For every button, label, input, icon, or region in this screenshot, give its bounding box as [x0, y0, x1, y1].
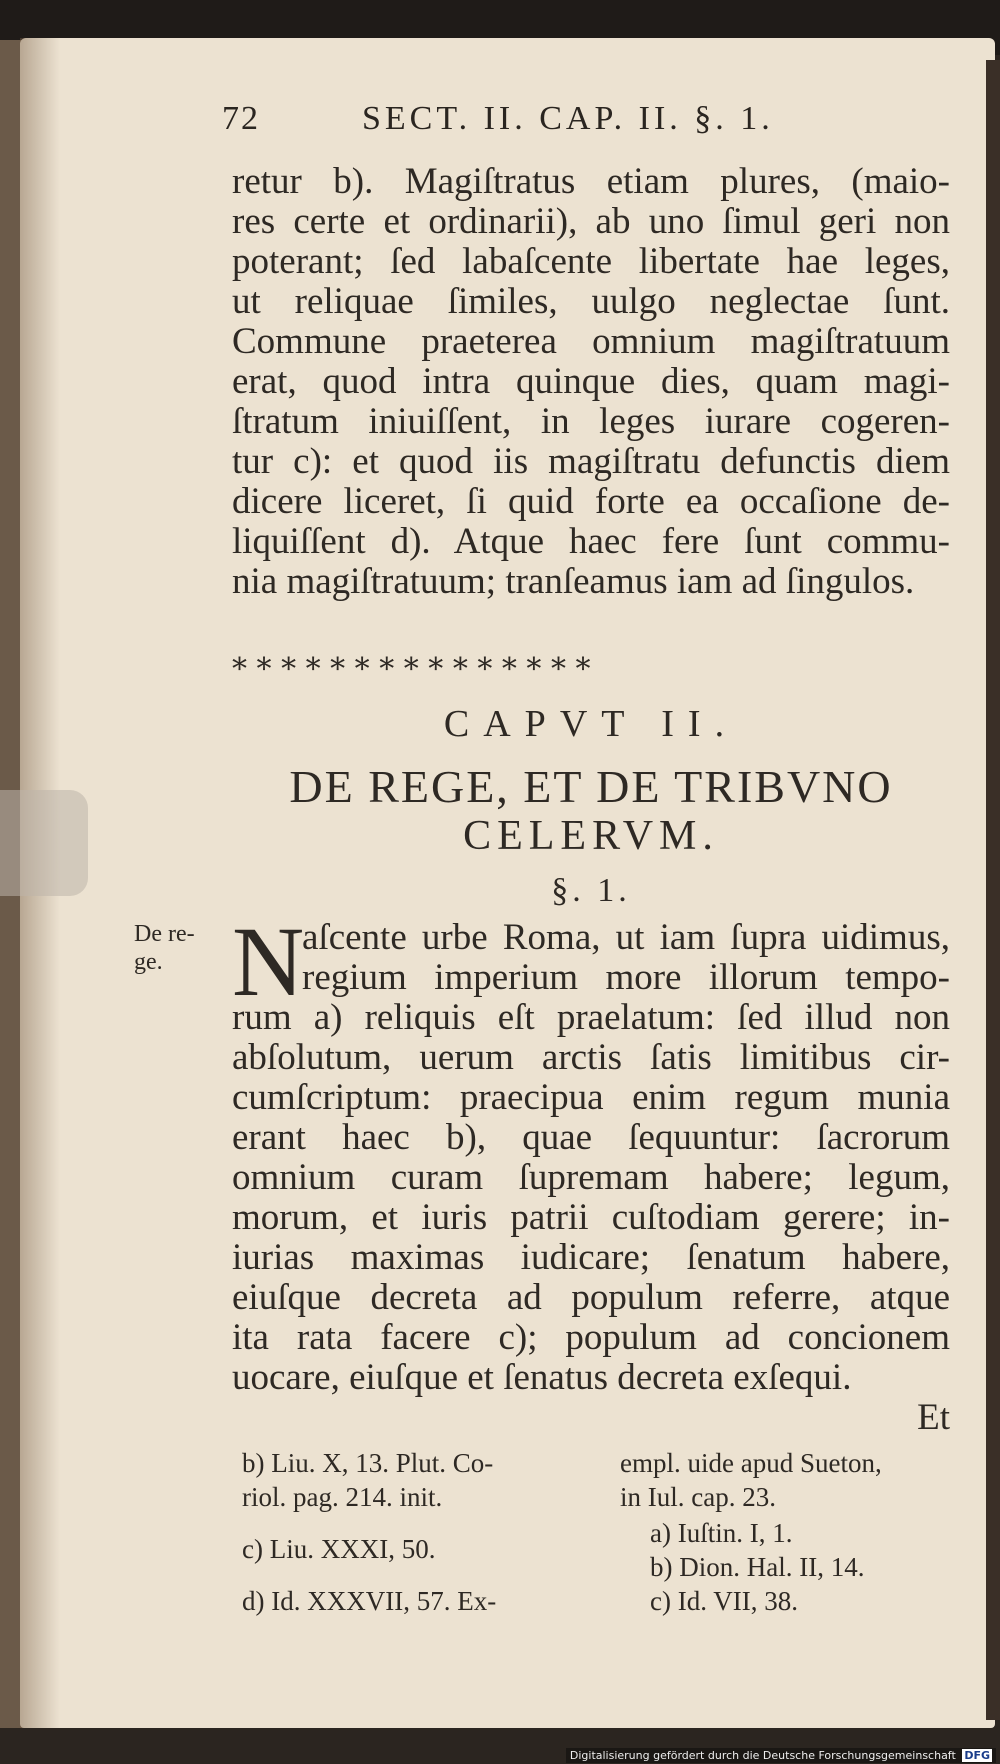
drop-cap: N — [232, 906, 305, 1017]
text-line: rum a) reliquis eſt praelatum: ſed illud non — [232, 997, 950, 1038]
text-line: omnium curam ſupremam habere; legum, — [232, 1157, 950, 1198]
footnote: a) Iuſtin. I, 1. — [650, 1518, 793, 1548]
text-line: erat, quod intra quinque dies, quam magi- — [232, 361, 950, 402]
text-line: res certe et ordinarii), ab uno ſimul geri non — [232, 201, 950, 242]
star-divider: * * * * * * * * * * * * * * * — [232, 652, 591, 687]
text-line: ſtratum iniuiſſent, in leges iurare cogeren- — [232, 401, 950, 442]
page-number: 72 — [222, 100, 260, 137]
footnote: c) Id. VII, 38. — [650, 1586, 798, 1616]
text-line: nia magiſtratuum; tranſeamus iam ad ſingulos. — [232, 561, 915, 602]
footnote: empl. uide apud Sueton, — [620, 1448, 882, 1478]
text-line: poterant; ſed labaſcente libertate hae leges, — [232, 241, 950, 282]
text-line: aſcente urbe Roma, ut iam ſupra uidimus, — [302, 917, 950, 958]
footnote: c) Liu. XXXI, 50. — [242, 1534, 436, 1564]
chapter-title: DE REGE, ET DE TRIBVNO — [289, 761, 893, 812]
footnote: d) Id. XXXVII, 57. Ex- — [242, 1586, 497, 1616]
text-line: liquiſſent d). Atque haec fere ſunt commu- — [232, 521, 950, 562]
footnote: riol. pag. 214. init. — [242, 1482, 443, 1512]
text-line: eiuſque decreta ad populum referre, atque — [232, 1277, 950, 1318]
text-line: cumſcriptum: praecipua enim regum munia — [232, 1077, 950, 1118]
credit-text: Digitalisierung gefördert durch die Deutsche Forschungsgemeinschaft — [569, 1749, 956, 1762]
text-line: regium imperium more illorum tempo- — [302, 957, 950, 998]
page-tab-marker — [0, 790, 88, 896]
text-line: iurias maximas iudicare; ſenatum habere, — [232, 1237, 950, 1278]
chapter-label: CAPVT II. — [443, 703, 739, 745]
text-line: tur c): et quod iis magiſtratu defunctis diem — [232, 441, 950, 482]
text-line: uocare, eiuſque et ſenatus decreta exſequi. — [232, 1357, 852, 1398]
section-mark: §. 1. — [551, 872, 631, 909]
chapter-title-cont: CELERVM. — [463, 813, 719, 859]
text-line: ut reliquae ſimiles, uulgo neglectae ſunt. — [232, 281, 950, 322]
digitization-credit — [566, 1748, 996, 1763]
dfg-logo: DFG — [964, 1749, 990, 1762]
right-page-edge — [986, 60, 1000, 1720]
text-line: erant haec b), quae ſequuntur: ſacrorum — [232, 1117, 950, 1158]
footnote: in Iul. cap. 23. — [620, 1482, 776, 1512]
text-line: ita rata facere c); populum ad concionem — [232, 1317, 950, 1358]
text-line: Commune praeterea omnium magiſtratuum — [232, 321, 950, 362]
marginal-note: De re- ge. — [134, 921, 195, 975]
text-line: dicere liceret, ſi quid forte ea occaſione de- — [232, 481, 950, 522]
text-line: abſolutum, uerum arctis ſatis limitibus cir- — [232, 1037, 950, 1078]
text-line: retur b). Magiſtratus etiam plures, (maio- — [232, 161, 950, 202]
footnote: b) Liu. X, 13. Plut. Co- — [242, 1448, 494, 1478]
text-line: morum, et iuris patrii cuſtodiam gerere; in- — [232, 1197, 950, 1238]
footnote: b) Dion. Hal. II, 14. — [650, 1552, 865, 1582]
catchword: Et — [917, 1397, 950, 1438]
running-title: SECT. II. CAP. II. §. 1. — [362, 100, 774, 137]
